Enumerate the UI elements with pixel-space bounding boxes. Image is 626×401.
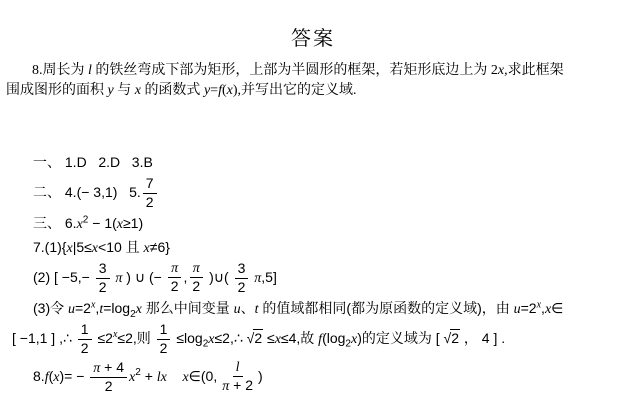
math-variable: π <box>93 360 101 376</box>
math-variable: x <box>544 302 552 318</box>
math-variable: x <box>497 63 505 78</box>
page-title: 答案 <box>291 28 335 50</box>
math-variable: x <box>182 369 189 385</box>
math-variable: t <box>99 302 104 318</box>
fraction-denominator <box>189 278 203 296</box>
fraction-numerator <box>190 261 203 278</box>
answer-section-two-fill-in <box>6 175 620 212</box>
math-text: ≤4,故 <box>280 330 319 347</box>
math-text: 、 <box>240 300 255 317</box>
math-variable: x <box>143 241 150 257</box>
math-text: 2 <box>80 340 89 357</box>
math-text: ∈(0, <box>188 367 218 384</box>
fraction-numerator <box>235 260 249 279</box>
superscript-variable: x <box>90 299 96 311</box>
math-text: 2 <box>104 377 113 394</box>
math-variable: x <box>135 302 142 318</box>
math-text: , <box>183 269 188 285</box>
answer-q7-part3-line1 <box>6 297 620 321</box>
math-variable: π <box>222 378 230 394</box>
subscript: 2 <box>202 338 209 350</box>
math-text: = <box>210 83 219 98</box>
math-text: 8.周长为 <box>32 63 88 78</box>
math-text <box>167 367 183 383</box>
math-text: ≥1) <box>122 215 144 232</box>
fraction-numerator <box>90 359 127 378</box>
math-variable: x <box>53 369 60 385</box>
math-variable: x <box>274 332 281 348</box>
math-text: )∪( <box>205 269 233 285</box>
math-text: [ −1,1 ] ,∴ <box>12 330 76 347</box>
superscript: 2 <box>135 366 141 378</box>
square-root <box>444 327 460 351</box>
math-text: , <box>95 300 100 317</box>
math-variable: u <box>513 302 521 318</box>
math-text: 二、 4.(− 3,1) 5. <box>33 183 141 200</box>
answer-section-three-q6 <box>6 212 620 236</box>
superscript: 2 <box>82 214 89 226</box>
math-text: 1 <box>80 321 89 338</box>
math-text: (3)令 <box>33 300 68 317</box>
math-text: 三、 6. <box>33 215 77 232</box>
math-variable: u <box>233 302 241 318</box>
square-root <box>247 327 263 351</box>
math-text: 2 <box>98 279 107 296</box>
fraction-denominator <box>78 340 92 358</box>
math-text: 3 <box>237 260 246 277</box>
fraction-denominator <box>219 377 256 395</box>
math-variable: π <box>115 271 123 286</box>
math-variable: y <box>107 83 114 98</box>
math-variable: f <box>318 332 323 348</box>
answer-section-one-choices <box>6 151 620 175</box>
math-text: 7.(1){ <box>33 239 67 256</box>
fraction-denominator <box>157 340 171 358</box>
fraction <box>219 360 256 395</box>
superscript-variable: x <box>112 329 118 341</box>
fraction <box>143 175 157 212</box>
math-variable: f <box>44 369 49 385</box>
math-text: + <box>140 367 157 384</box>
math-text: ( <box>221 83 227 98</box>
math-text: 2 <box>159 340 168 357</box>
math-text: 2 <box>237 279 246 296</box>
answer-q7-part1 <box>6 236 620 260</box>
math-text: 2 <box>145 194 154 211</box>
math-text: 一、 1.D 2.D 3.B <box>33 154 153 170</box>
math-text: ≤2,∴ <box>214 330 247 347</box>
subscript: 2 <box>345 338 351 350</box>
math-text: ≠6} <box>149 239 170 256</box>
answer-q7-part3-line2 <box>6 321 620 358</box>
math-text: ),并写出它的定义域. <box>232 83 357 98</box>
fraction-denominator <box>96 279 110 297</box>
math-text: (log <box>322 330 346 347</box>
math-variable: l <box>88 63 92 78</box>
math-variable: y <box>203 83 211 98</box>
fraction-denominator <box>102 378 116 396</box>
math-variable: x <box>208 332 215 348</box>
math-text: ≤2 <box>93 330 113 347</box>
math-variable: x <box>350 332 358 348</box>
math-text: − 1( <box>88 215 117 232</box>
fraction <box>235 260 249 297</box>
math-variable: x <box>129 369 136 385</box>
math-variable: u <box>68 302 75 318</box>
fraction-numerator <box>143 175 157 194</box>
fraction-numerator <box>157 321 171 340</box>
math-text: =2 <box>520 300 537 317</box>
subscript: 2 <box>130 309 136 321</box>
fraction-denominator <box>143 194 157 212</box>
math-variable: x <box>116 217 123 233</box>
math-text: |5≤ <box>72 239 92 256</box>
fraction <box>96 260 110 297</box>
math-text: ( <box>48 367 54 384</box>
answer-q7-part2 <box>6 260 620 297</box>
problem-line-1 <box>6 61 620 81</box>
math-text: 8. <box>33 367 45 384</box>
math-text: 那么中间变量 <box>141 300 234 317</box>
math-text: 2 <box>192 278 201 295</box>
math-text: 的函数式 <box>140 83 204 98</box>
math-variable: x <box>66 241 73 257</box>
math-text: ≤ <box>263 330 275 347</box>
math-text: <10 且 <box>98 239 144 256</box>
math-text: 围成图形的面积 <box>6 83 108 98</box>
radicand: 2 <box>451 330 460 347</box>
fraction-numerator <box>96 260 110 279</box>
math-variable: x <box>91 241 99 257</box>
radical-sign-icon: √ <box>443 330 451 347</box>
math-text: 2 <box>170 278 179 295</box>
math-variable: f <box>218 83 222 98</box>
math-text: + 2 <box>229 376 253 393</box>
fraction-denominator <box>235 279 249 297</box>
math-text: 的值域都相同(都为原函数的定义域)，由 <box>258 300 514 317</box>
fraction-numerator <box>78 321 92 340</box>
fraction <box>189 261 203 296</box>
math-text: 7 <box>145 175 154 191</box>
math-variable: π <box>171 261 179 277</box>
math-text: ≤2,则 <box>117 330 155 347</box>
answers-section <box>6 151 620 396</box>
fraction <box>157 321 171 358</box>
math-variable: π <box>254 271 262 286</box>
math-text: 与 <box>113 83 135 98</box>
math-text: ≤log <box>172 330 203 347</box>
math-text: )的定义域为 [ <box>357 330 444 347</box>
math-variable: x <box>76 217 83 233</box>
fraction-numerator <box>233 360 243 377</box>
radical-sign-icon: √ <box>246 330 254 347</box>
math-text: ) ∪ (− <box>122 269 166 285</box>
math-text: (2) [ −5,− <box>33 269 94 285</box>
math-text: ,求此框架 <box>504 63 564 78</box>
math-variable: x <box>226 83 233 98</box>
math-variable: x <box>134 83 141 98</box>
math-variable: l <box>235 359 240 375</box>
math-variable: π <box>192 261 200 277</box>
fraction <box>78 321 92 358</box>
math-text: =log <box>103 300 131 317</box>
math-text: , <box>541 300 545 317</box>
fraction <box>168 261 182 296</box>
math-text: ∈ <box>551 300 564 317</box>
math-text: ) <box>257 367 263 384</box>
math-text: 1 <box>159 321 168 338</box>
math-variable: lx <box>156 369 167 385</box>
fraction <box>90 359 127 396</box>
math-text: 3 <box>98 260 107 277</box>
fraction-numerator <box>168 261 181 278</box>
superscript-variable: x <box>536 299 542 311</box>
radicand: 2 <box>254 330 263 347</box>
math-text: 的铁丝弯成下部为矩形，上部为半圆形的框架，若矩形底边上为 2 <box>91 63 498 78</box>
math-variable: t <box>254 302 259 318</box>
math-text: + 4 <box>100 358 125 375</box>
math-text: )= − <box>59 367 89 384</box>
answer-q8 <box>6 359 620 396</box>
problem-line-2 <box>6 81 620 101</box>
math-text: ， 4 ] . <box>460 330 506 347</box>
problem-statement <box>6 61 620 101</box>
fraction-denominator <box>168 278 182 296</box>
math-text: =2 <box>75 300 91 317</box>
math-text: ,5] <box>261 269 277 285</box>
